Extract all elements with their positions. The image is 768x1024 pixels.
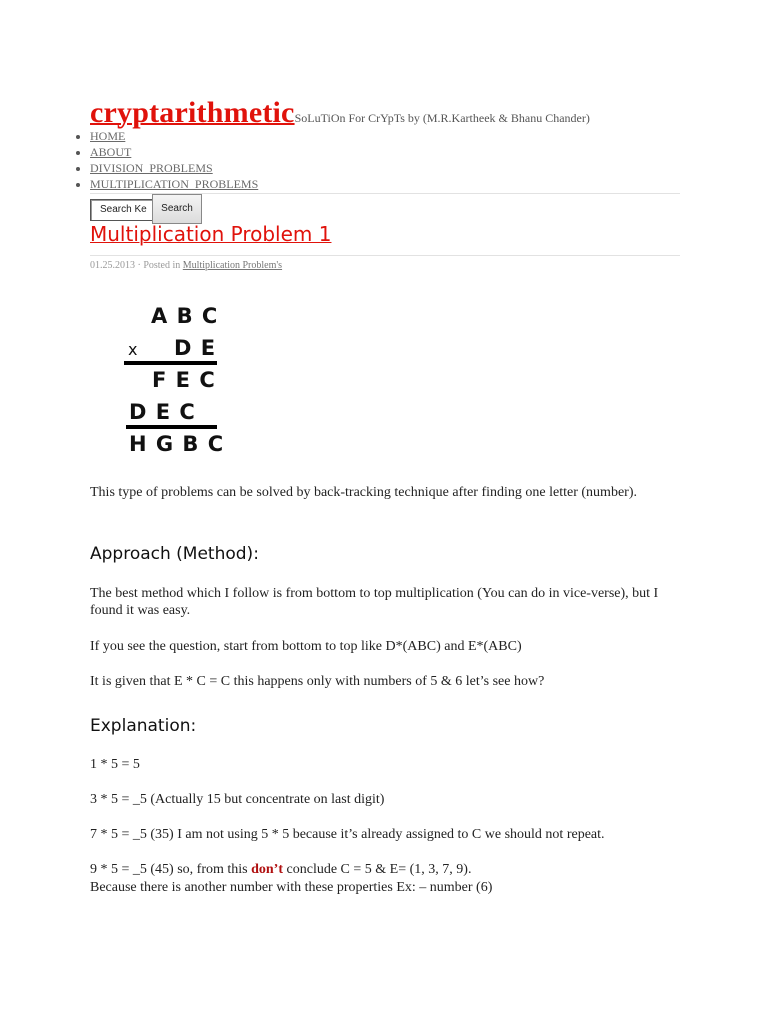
explanation-heading: Explanation: xyxy=(90,716,197,736)
approach-heading: Approach (Method): xyxy=(90,544,259,564)
nav-item-division-problems[interactable] xyxy=(90,160,258,176)
explanation-line-4 xyxy=(90,861,677,878)
puzzle-row-de: D E xyxy=(174,336,217,360)
nav-link-about[interactable]: ABOUT xyxy=(90,145,132,159)
nav-item-multiplication-problems[interactable] xyxy=(90,176,258,192)
approach-paragraph-1: The best method which I follow is from bottom to top multiplication (You can do in vice-verse), but I found it was easy. xyxy=(90,586,659,618)
puzzle-figure xyxy=(90,300,290,470)
post-date: 01.25.2013 · Posted in xyxy=(90,260,181,271)
puzzle-row-abc: A B C xyxy=(151,304,219,328)
intro-paragraph: This type of problems can be solved by back-tracking technique after finding one letter (number). xyxy=(90,485,637,500)
puzzle-rule-bottom xyxy=(126,425,217,429)
site-title-link[interactable]: cryptarithmetic xyxy=(90,96,295,129)
explanation-line-4-start: 9 * 5 = _5 (45) so, from this xyxy=(90,862,248,877)
main-nav xyxy=(64,128,258,192)
puzzle-rule-top xyxy=(124,361,217,365)
nav-link-division-problems[interactable]: DIVISION_PROBLEMS xyxy=(90,161,213,175)
puzzle-multiply-sign: x xyxy=(128,340,138,359)
post-category-link[interactable]: Multiplication Problem's xyxy=(182,260,283,271)
explanation-line-2: 3 * 5 = _5 (Actually 15 but concentrate on last digit) xyxy=(90,792,385,807)
explanation-line-4-end: conclude C = 5 & E= (1, 3, 7, 9). xyxy=(286,862,472,877)
approach-paragraph-3: It is given that E * C = C this happens only with numbers of 5 & 6 let’s see how? xyxy=(90,674,545,689)
nav-item-about[interactable] xyxy=(90,144,258,160)
post-title-link[interactable]: Multiplication Problem 1 xyxy=(90,222,332,246)
nav-item-home[interactable] xyxy=(90,128,258,144)
site-tagline: SoLuTiOn For CrYpTs by (M.R.Kartheek & Bhanu Chander) xyxy=(294,111,590,125)
masthead xyxy=(90,96,590,130)
dont-emphasis: don’t xyxy=(251,862,284,877)
approach-paragraph-2: If you see the question, start from bottom to top like D*(ABC) and E*(ABC) xyxy=(90,639,522,654)
puzzle-row-hgbc: H G B C xyxy=(129,432,225,456)
search-input[interactable]: Search Ke xyxy=(90,199,161,221)
puzzle-row-fec: F E C xyxy=(152,368,216,392)
nav-link-home[interactable]: HOME xyxy=(90,129,126,143)
explanation-line-1: 1 * 5 = 5 xyxy=(90,757,140,772)
title-divider xyxy=(90,255,680,256)
explanation-line-3: 7 * 5 = _5 (35) I am not using 5 * 5 because it’s already assigned to C we should not repeat. xyxy=(90,827,605,842)
explanation-line-5: Because there is another number with these properties Ex: – number (6) xyxy=(90,880,493,895)
post-meta xyxy=(90,260,282,271)
search-button[interactable]: Search xyxy=(152,194,202,224)
nav-link-multiplication-problems[interactable]: MULTIPLICATION_PROBLEMS xyxy=(90,177,259,191)
puzzle-row-dec: D E C xyxy=(129,400,196,424)
